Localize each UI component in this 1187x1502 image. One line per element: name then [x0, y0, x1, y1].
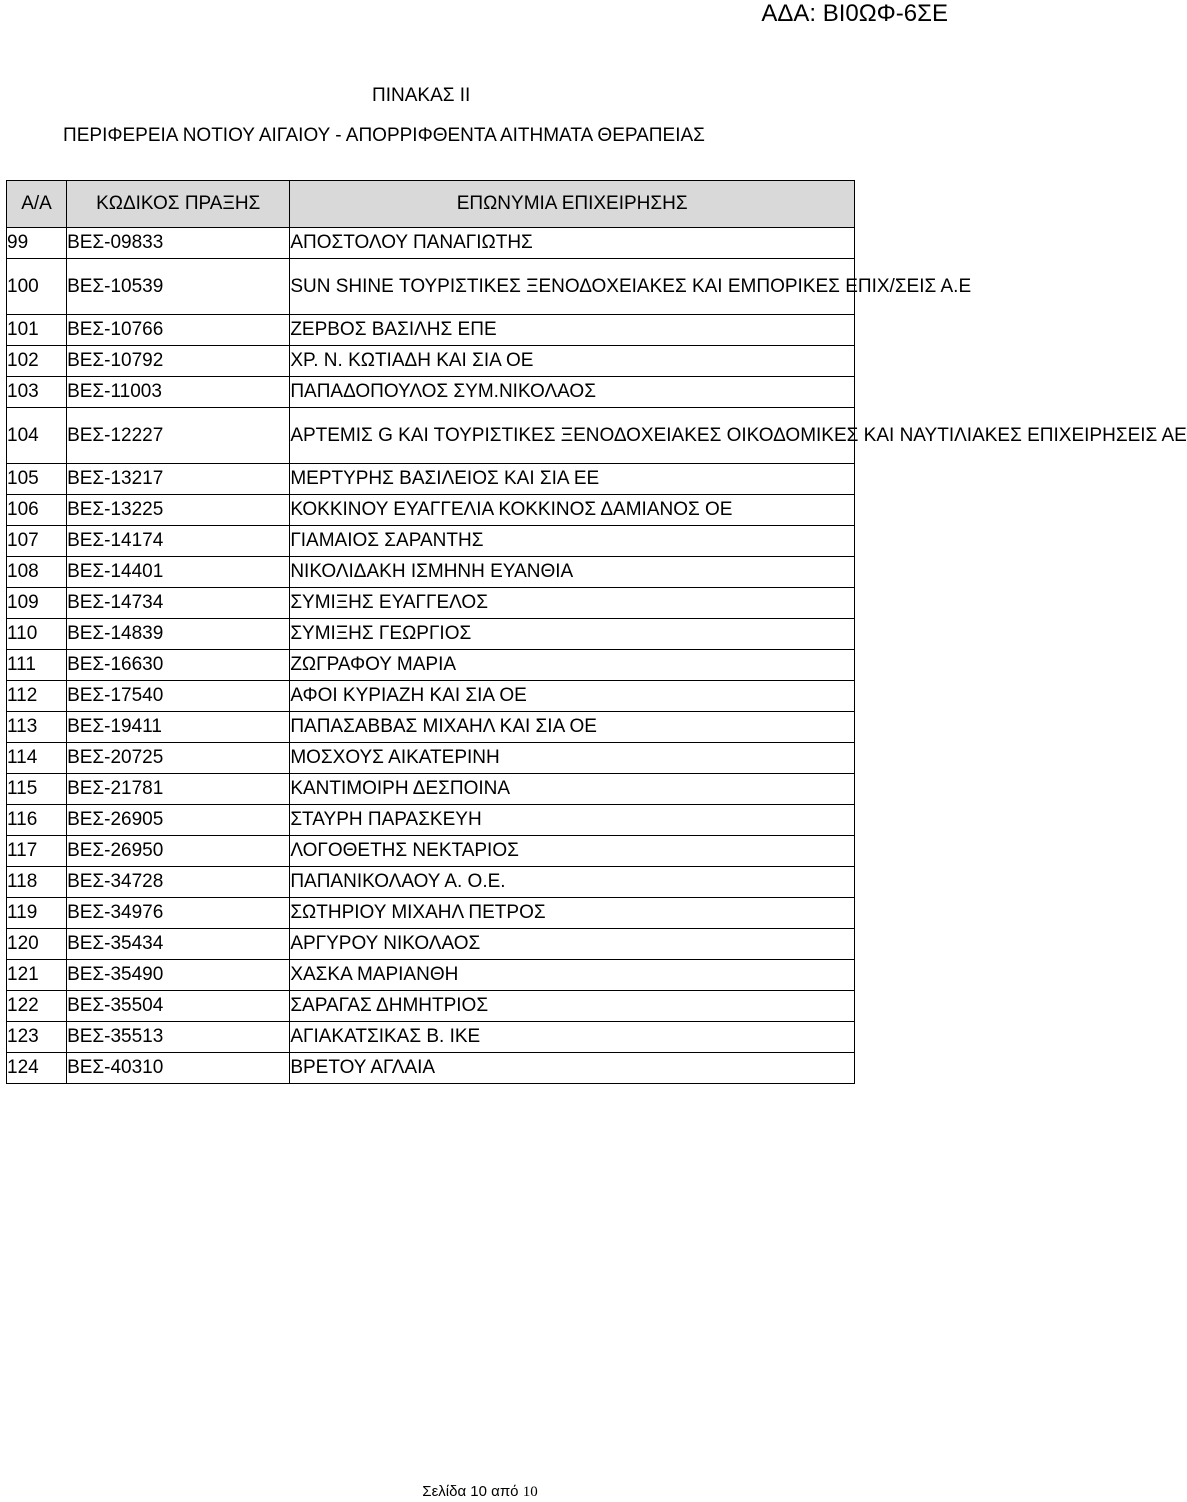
ada-code: ΑΔΑ: ΒΙ0ΩΦ-6ΣΕ — [761, 0, 948, 27]
table-row — [7, 588, 855, 619]
cell-code: ΒΕΣ-17540 — [67, 681, 290, 712]
rejected-applications-table — [6, 180, 1187, 1084]
table-row — [7, 929, 855, 960]
table-row — [7, 836, 855, 867]
table-row — [7, 712, 855, 743]
page-subtitle: ΠΕΡΙΦΕΡΕΙΑ ΝΟΤΙΟΥ ΑΙΓΑΙΟΥ - ΑΠΟΡΡΙΦΘΕΝΤΑ ΑΙΤΗΜΑΤΑ ΘΕΡΑΠΕΙΑΣ — [63, 125, 705, 146]
table-row — [7, 315, 855, 346]
cell-aa: 123 — [7, 1022, 67, 1053]
cell-company-name: ΧΑΣΚΑ ΜΑΡΙΑΝΘΗ — [290, 960, 855, 991]
table-row — [7, 619, 855, 650]
table-row — [7, 681, 855, 712]
footer-page-label: Σελίδα — [422, 1483, 467, 1500]
table-row — [7, 774, 855, 805]
cell-code: ΒΕΣ-19411 — [67, 712, 290, 743]
cell-code: ΒΕΣ-26905 — [67, 805, 290, 836]
table-row — [7, 464, 855, 495]
cell-company-name: ΣΥΜΙΞΗΣ ΓΕΩΡΓΙΟΣ — [290, 619, 855, 650]
cell-company-name: ΣΑΡΑΓΑΣ ΔΗΜΗΤΡΙΟΣ — [290, 991, 855, 1022]
cell-aa: 101 — [7, 315, 67, 346]
cell-company-name: ΖΕΡΒΟΣ ΒΑΣΙΛΗΣ ΕΠΕ — [290, 315, 855, 346]
table-row — [7, 650, 855, 681]
column-header-code: ΚΩΔΙΚΟΣ ΠΡΑΞΗΣ — [67, 181, 290, 228]
cell-code: ΒΕΣ-20725 — [67, 743, 290, 774]
cell-code: ΒΕΣ-34728 — [67, 867, 290, 898]
cell-company-name: ΠΑΠΑΝΙΚΟΛΑΟΥ Α. Ο.Ε. — [290, 867, 855, 898]
page-title: ΠΙΝΑΚΑΣ ΙΙ — [372, 85, 471, 106]
cell-code: ΒΕΣ-13225 — [67, 495, 290, 526]
cell-aa: 99 — [7, 228, 67, 259]
column-header-name: ΕΠΩΝΥΜΙΑ ΕΠΙΧΕΙΡΗΣΗΣ — [290, 181, 855, 228]
cell-aa: 102 — [7, 346, 67, 377]
cell-aa: 103 — [7, 377, 67, 408]
cell-company-name: ΑΠΟΣΤΟΛΟΥ ΠΑΝΑΓΙΩΤΗΣ — [290, 228, 855, 259]
table-row — [7, 346, 855, 377]
cell-code: ΒΕΣ-35490 — [67, 960, 290, 991]
cell-company-name: ΜΕΡΤΥΡΗΣ ΒΑΣΙΛΕΙΟΣ ΚΑΙ ΣΙΑ ΕΕ — [290, 464, 855, 495]
cell-company-name: ΝΙΚΟΛΙΔΑΚΗ ΙΣΜΗΝΗ ΕΥΑΝΘΙΑ — [290, 557, 855, 588]
table-row — [7, 495, 855, 526]
cell-company-name: ΛΟΓΟΘΕΤΗΣ ΝΕΚΤΑΡΙΟΣ — [290, 836, 855, 867]
cell-code: ΒΕΣ-11003 — [67, 377, 290, 408]
cell-company-name: ΚΑΝΤΙΜΟΙΡΗ ΔΕΣΠΟΙΝΑ — [290, 774, 855, 805]
table-row — [7, 557, 855, 588]
cell-company-name: ΚΟΚΚΙΝΟΥ ΕΥΑΓΓΕΛΙΑ ΚΟΚΚΙΝΟΣ ΔΑΜΙΑΝΟΣ ΟΕ — [290, 495, 855, 526]
cell-code: ΒΕΣ-26950 — [67, 836, 290, 867]
cell-company-name: ΣΤΑΥΡΗ ΠΑΡΑΣΚΕΥΗ — [290, 805, 855, 836]
cell-company-name: ΜΟΣΧΟΥΣ ΑΙΚΑΤΕΡΙΝΗ — [290, 743, 855, 774]
table-body — [7, 228, 1187, 1084]
page-footer — [0, 1483, 960, 1501]
table-header — [7, 181, 855, 228]
cell-aa: 124 — [7, 1053, 67, 1084]
cell-code: ΒΕΣ-21781 — [67, 774, 290, 805]
table-row — [7, 805, 855, 836]
table-header-row — [7, 181, 855, 228]
cell-code: ΒΕΣ-16630 — [67, 650, 290, 681]
cell-code: ΒΕΣ-14174 — [67, 526, 290, 557]
table-row — [7, 960, 855, 991]
cell-company-name: ΖΩΓΡΑΦΟΥ ΜΑΡΙΑ — [290, 650, 855, 681]
cell-aa: 104 — [7, 408, 67, 464]
footer-total-pages: 10 — [522, 1484, 538, 1500]
table-row — [7, 991, 855, 1022]
table-row — [7, 1053, 855, 1084]
cell-code: ΒΕΣ-13217 — [67, 464, 290, 495]
column-header-aa: Α/Α — [7, 181, 67, 228]
cell-aa: 110 — [7, 619, 67, 650]
cell-company-name: ΣΩΤΗΡΙΟΥ ΜΙΧΑΗΛ ΠΕΤΡΟΣ — [290, 898, 855, 929]
table-row — [7, 408, 855, 464]
cell-company-name: ΧΡ. Ν. ΚΩΤΙΑΔΗ ΚΑΙ ΣΙΑ ΟΕ — [290, 346, 855, 377]
cell-aa: 106 — [7, 495, 67, 526]
cell-aa: 100 — [7, 259, 67, 315]
table-row — [7, 898, 855, 929]
cell-company-name: SUN SHINE ΤΟΥΡΙΣΤΙΚΕΣ ΞΕΝΟΔΟΧΕΙΑΚΕΣ ΚΑΙ ΕΜΠΟΡΙΚΕΣ ΕΠΙΧ/ΣΕΙΣ Α.Ε — [290, 259, 855, 315]
cell-company-name: ΣΥΜΙΞΗΣ ΕΥΑΓΓΕΛΟΣ — [290, 588, 855, 619]
cell-code: ΒΕΣ-14734 — [67, 588, 290, 619]
cell-code: ΒΕΣ-09833 — [67, 228, 290, 259]
table-row — [7, 1022, 855, 1053]
cell-code: ΒΕΣ-40310 — [67, 1053, 290, 1084]
table-row — [7, 743, 855, 774]
cell-aa: 109 — [7, 588, 67, 619]
cell-company-name: ΑΡΓΥΡΟΥ ΝΙΚΟΛΑΟΣ — [290, 929, 855, 960]
cell-code: ΒΕΣ-35434 — [67, 929, 290, 960]
cell-company-name: ΑΓΙΑΚΑΤΣΙΚΑΣ Β. ΙΚΕ — [290, 1022, 855, 1053]
cell-code: ΒΕΣ-10766 — [67, 315, 290, 346]
table-row — [7, 526, 855, 557]
table-row — [7, 228, 855, 259]
cell-aa: 119 — [7, 898, 67, 929]
cell-aa: 108 — [7, 557, 67, 588]
cell-aa: 105 — [7, 464, 67, 495]
cell-aa: 113 — [7, 712, 67, 743]
cell-company-name: ΑΦΟΙ ΚΥΡΙΑΖΗ ΚΑΙ ΣΙΑ ΟΕ — [290, 681, 855, 712]
cell-aa: 114 — [7, 743, 67, 774]
cell-company-name: ΒΡΕΤΟΥ ΑΓΛΑΙΑ — [290, 1053, 855, 1084]
cell-aa: 111 — [7, 650, 67, 681]
cell-code: ΒΕΣ-34976 — [67, 898, 290, 929]
cell-aa: 120 — [7, 929, 67, 960]
cell-company-name: ΑΡΤΕΜΙΣ G ΚΑΙ ΤΟΥΡΙΣΤΙΚΕΣ ΞΕΝΟΔΟΧΕΙΑΚΕΣ ΟΙΚΟΔΟΜΙΚΕΣ ΚΑΙ ΝΑΥΤΙΛΙΑΚΕΣ ΕΠΙΧΕΙΡΗΣΕΙΣ ΑΕ — [290, 408, 855, 464]
cell-aa: 118 — [7, 867, 67, 898]
cell-aa: 112 — [7, 681, 67, 712]
table-row — [7, 377, 855, 408]
cell-aa: 116 — [7, 805, 67, 836]
cell-code: ΒΕΣ-12227 — [67, 408, 290, 464]
cell-code: ΒΕΣ-35513 — [67, 1022, 290, 1053]
cell-company-name: ΠΑΠΑΣΑΒΒΑΣ ΜΙΧΑΗΛ ΚΑΙ ΣΙΑ ΟΕ — [290, 712, 855, 743]
cell-company-name: ΓΙΑΜΑΙΟΣ ΣΑΡΑΝΤΗΣ — [290, 526, 855, 557]
cell-code: ΒΕΣ-14401 — [67, 557, 290, 588]
cell-company-name: ΠΑΠΑΔΟΠΟΥΛΟΣ ΣΥΜ.ΝΙΚΟΛΑΟΣ — [290, 377, 855, 408]
cell-aa: 122 — [7, 991, 67, 1022]
cell-aa: 117 — [7, 836, 67, 867]
cell-code: ΒΕΣ-14839 — [67, 619, 290, 650]
cell-aa: 115 — [7, 774, 67, 805]
cell-code: ΒΕΣ-10792 — [67, 346, 290, 377]
table-row — [7, 259, 855, 315]
cell-aa: 121 — [7, 960, 67, 991]
cell-aa: 107 — [7, 526, 67, 557]
footer-of-label: από — [491, 1483, 519, 1500]
footer-page-number: 10 — [470, 1483, 487, 1500]
table-row — [7, 867, 855, 898]
cell-code: ΒΕΣ-10539 — [67, 259, 290, 315]
cell-code: ΒΕΣ-35504 — [67, 991, 290, 1022]
